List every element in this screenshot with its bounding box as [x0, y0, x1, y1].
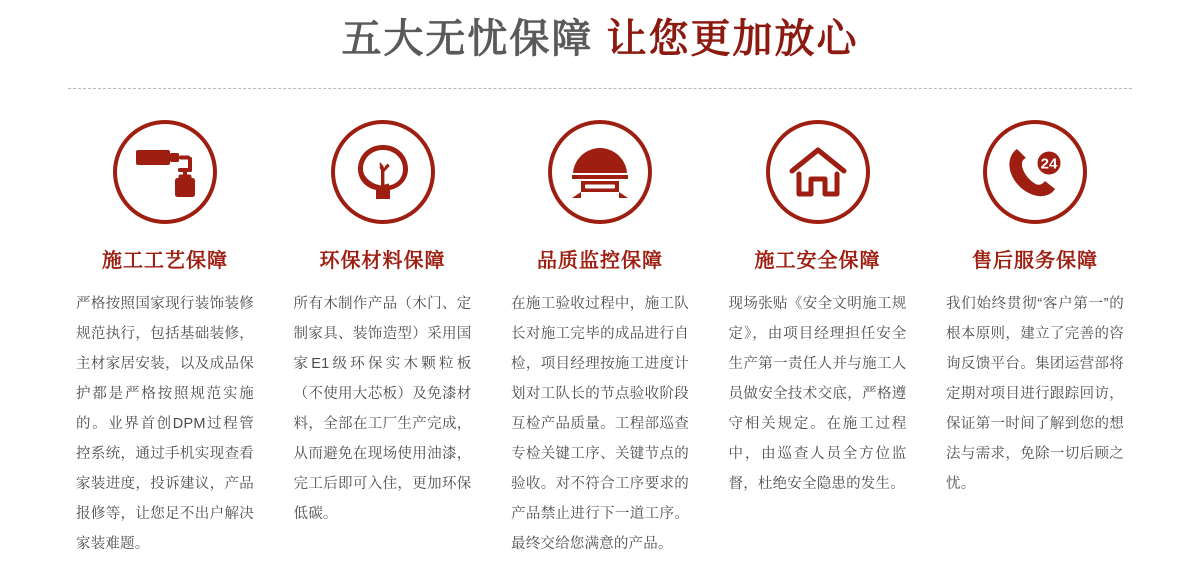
- guarantee-item-after-sales: [938, 120, 1132, 499]
- paint-roller-icon: [113, 120, 217, 224]
- phone-24h-icon: [983, 120, 1087, 224]
- guarantee-item-quality-control: [503, 120, 697, 559]
- guarantee-body: 我们始终贯彻“客户第一”的根本原则，建立了完善的咨询反馈平台。集团运营部将定期对项目进行跟踪回访，保证第一时间了解到您的想法与需求，免除一切后顾之忧。: [946, 296, 1124, 492]
- guarantee-item-construction-safety: [721, 120, 915, 499]
- guarantee-body: 所有木制作产品（木门、定制家具、装饰造型）采用国家E1级环保实木颗粒板（不使用大芯板）及免漆材料，全部在工厂生产完成，从而避免在现场使用油漆，完工后即可入住，更加环保低碳。: [293, 296, 472, 522]
- house-shield-icon: [766, 120, 870, 224]
- guarantee-title: 环保材料保障: [319, 250, 446, 272]
- page-title-main: 五大无忧保障: [341, 17, 594, 61]
- guarantee-body: 现场张贴《安全文明施工规定》，由项目经理担任安全生产第一责任人并与施工人员做安全技术交底，严格遵守相关规定。在施工过程中，由巡查人员全方位监督，杜绝安全隐患的发生。: [728, 296, 907, 492]
- guarantee-body: 在施工验收过程中，施工队长对施工完毕的成品进行自检，项目经理按施工进度计划对工队长的节点验收阶段互检产品质量。工程部巡查专检关键工序、关键节点的验收。对不符合工序要求的产品禁止进行下一道工序。最终交给您满意的产品。: [511, 296, 689, 552]
- guarantee-title: 施工工艺保障: [102, 250, 228, 272]
- guarantee-item-eco-material: [286, 120, 480, 529]
- guarantee-title: 售后服务保障: [972, 250, 1098, 272]
- guarantee-title: 品质监控保障: [537, 250, 663, 272]
- guarantee-columns: [68, 120, 1132, 559]
- tree-icon: [331, 120, 435, 224]
- guarantee-title: 施工安全保障: [754, 250, 881, 272]
- page-title-accent: 让您更加放心: [593, 17, 859, 61]
- page-header: [0, 0, 1200, 64]
- page-title: [341, 14, 858, 64]
- quality-badge-icon: [548, 120, 652, 224]
- phone-badge-text: 24: [1040, 155, 1058, 173]
- guarantee-body: 严格按照国家现行装饰装修规范执行，包括基础装修，主材家居安装，以及成品保护都是严格按照规范实施的。业界首创DPM过程管控系统，通过手机实现查看家装进度，投诉建议，产品报修等，让您足不出户解决家装难题。: [76, 296, 254, 552]
- guarantee-item-construction-process: [68, 120, 262, 559]
- header-divider: [68, 88, 1132, 89]
